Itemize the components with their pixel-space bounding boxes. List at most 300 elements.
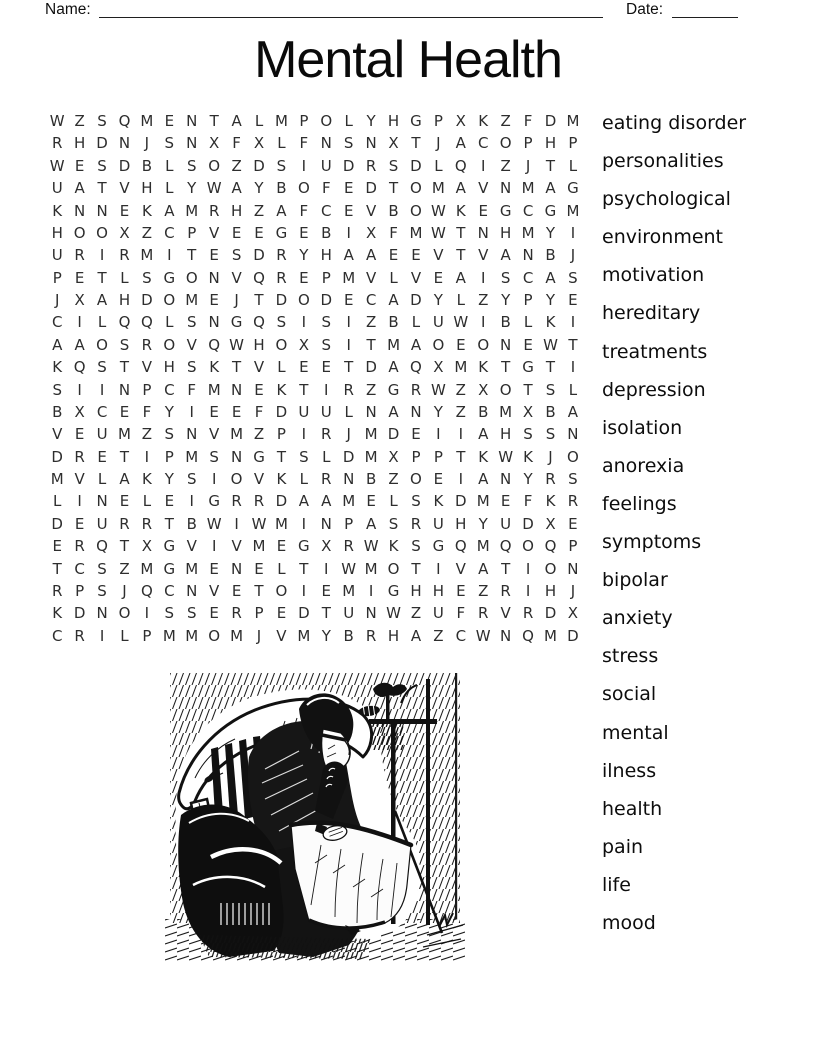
grid-letter: I [77,313,82,332]
grid-letter: E [568,291,578,309]
grid-letter: R [276,268,287,287]
grid-letter: N [74,201,86,220]
grid-letter: S [411,537,421,556]
grid-letter: M [274,514,288,533]
word-list-item: environment [602,226,724,249]
grid-letter: O [499,134,512,153]
word-list-item: treatments [602,340,708,363]
date-label: Date: [626,1,664,18]
grid-letter: R [343,537,354,556]
grid-letter: F [456,604,466,623]
grid-letter: N [208,313,220,332]
grid-letter: H [141,179,153,198]
grid-row [46,446,584,468]
grid-letter: J [525,156,531,175]
grid-letter: V [365,201,377,220]
word-list-item: mental [602,721,669,744]
grid-letter: M [364,425,378,444]
grid-letter: D [253,246,265,265]
grid-letter: N [96,604,108,623]
grid-letter: I [99,626,105,645]
grid-letter: W [498,447,514,466]
grid-letter: T [411,559,421,578]
grid-letter: P [299,112,309,130]
grid-letter: E [164,492,175,511]
grid-letter: Z [253,201,265,220]
grid-letter: D [342,156,355,175]
grid-letter: O [477,335,490,354]
grid-letter: K [209,358,220,377]
grid-letter: V [410,268,422,287]
grid-letter: I [301,581,307,600]
grid-letter: M [476,537,490,556]
grid-letter: L [120,268,129,287]
grid-letter: N [320,134,332,153]
grid-letter: O [96,223,108,242]
grid-row [46,602,584,624]
grid-letter: T [456,447,466,466]
grid-letter: P [142,380,152,399]
grid-letter: M [252,537,266,556]
grid-letter: U [96,425,108,444]
grid-letter: B [276,179,287,198]
grid-letter: E [74,514,85,533]
grid-letter: A [365,246,377,265]
grid-letter: X [141,537,153,556]
grid-letter: S [321,335,332,354]
grid-letter: F [523,112,533,130]
grid-letter: C [51,626,63,645]
word-list-item: anorexia [602,454,685,477]
grid-letter: L [411,313,421,332]
grid-letter: U [343,604,355,623]
grid-letter: O [410,201,422,220]
grid-letter: X [433,358,444,377]
grid-letter: M [342,268,356,287]
grid-letter: Z [478,291,489,309]
grid-letter: C [321,201,332,220]
grid-letter: I [346,223,351,242]
melancholy-engraving-illustration [165,673,465,965]
grid-letter: W [206,514,222,533]
grid-row [46,468,584,490]
word-list-item: isolation [602,416,683,439]
grid-letter: U [432,514,444,533]
grid-letter: Q [73,358,86,377]
grid-letter: E [119,492,130,511]
grid-letter: B [141,156,153,175]
grid-letter: K [141,201,152,220]
grid-letter: M [207,380,221,399]
grid-letter: N [186,425,198,444]
grid-letter: Y [366,112,376,130]
grid-letter: F [232,134,241,153]
grid-letter: I [324,380,329,399]
grid-letter: T [411,134,421,153]
grid-letter: E [254,559,264,578]
grid-letter: J [548,447,553,466]
grid-letter: W [49,156,65,175]
grid-letter: P [344,514,354,533]
grid-row [46,222,584,244]
grid-row [46,580,584,602]
grid-letter: L [299,470,309,488]
grid-letter: U [432,604,444,623]
grid-letter: O [275,581,288,600]
grid-letter: K [388,537,399,556]
grid-letter: I [301,425,307,444]
grid-letter: R [365,626,377,645]
grid-letter: A [545,268,556,287]
grid-letter: I [167,246,172,265]
grid-letter: L [97,313,107,332]
grid-letter: O [320,112,333,130]
grid-letter: S [411,492,421,511]
grid-letter: H [387,112,400,130]
grid-letter: D [320,291,333,309]
grid-letter: V [478,179,489,198]
grid-letter: T [344,358,354,377]
grid-letter: E [231,402,242,421]
grid-letter: Z [500,156,511,175]
grid-letter: T [254,581,264,600]
grid-letter: G [298,537,310,556]
grid-letter: B [321,223,332,242]
grid-letter: M [140,246,154,265]
grid-row [46,513,584,535]
grid-letter: N [522,246,534,265]
grid-letter: V [231,268,242,287]
grid-letter: S [52,380,62,399]
grid-letter: O [185,268,198,287]
grid-letter: M [364,559,378,578]
grid-letter: J [570,581,576,600]
grid-letter: E [74,268,85,287]
grid-letter: I [570,223,576,242]
grid-letter: Q [140,581,153,600]
grid-letter: M [230,425,244,444]
grid-letter: Q [253,268,265,287]
grid-letter: N [186,581,198,600]
grid-letter: M [342,492,356,511]
grid-letter: E [97,447,107,466]
grid-letter: M [342,581,356,600]
grid-letter: E [433,470,444,488]
grid-letter: I [234,514,239,533]
grid-letter: L [568,156,578,175]
grid-letter: D [342,447,355,466]
page-title: Mental Health [254,31,562,89]
grid-letter: R [51,134,63,153]
grid-letter: T [366,335,376,354]
grid-letter: Y [478,514,488,533]
grid-letter: E [343,201,354,220]
grid-letter: A [74,335,85,354]
grid-letter: D [141,291,153,309]
grid-letter: Y [433,402,443,421]
grid-letter: L [434,156,443,175]
word-list-item: personalities [602,150,724,173]
grid-letter: N [343,470,355,488]
grid-letter: R [141,335,153,354]
grid-letter: S [388,156,399,175]
grid-letter: N [410,402,422,421]
grid-letter: F [523,492,533,511]
grid-letter: T [501,559,511,578]
grid-letter: Y [321,626,331,645]
grid-letter: O [567,447,579,466]
grid-letter: E [164,112,175,130]
grid-letter: S [523,425,533,444]
date-fill-line [672,17,738,18]
grid-letter: E [254,223,264,242]
grid-letter: O [387,559,400,578]
grid-letter: T [164,514,174,533]
grid-letter: B [500,313,511,332]
grid-row [46,379,584,401]
grid-letter: N [230,559,243,578]
grid-row [46,244,584,266]
grid-letter: R [276,246,287,265]
grid-letter: S [186,470,197,488]
grid-letter: U [96,514,108,533]
grid-letter: O [522,537,534,556]
grid-letter: W [430,380,446,399]
grid-letter: V [231,537,242,556]
grid-letter: Z [365,313,377,332]
grid-letter: Z [253,425,265,444]
grid-letter: E [456,581,466,600]
grid-letter: M [566,112,580,130]
grid-letter: M [476,492,490,511]
grid-letter: E [321,581,332,600]
grid-letter: T [545,156,556,175]
grid-letter: M [185,201,199,220]
grid-letter: W [229,335,244,354]
grid-letter: Z [231,156,242,175]
grid-letter: P [142,626,152,645]
grid-letter: V [500,604,511,623]
grid-letter: N [118,380,131,399]
grid-letter: E [231,223,242,242]
grid-letter: I [525,581,531,600]
grid-letter: S [186,604,197,623]
grid-letter: R [51,581,63,600]
grid-letter: L [389,492,398,511]
grid-letter: C [74,559,85,578]
grid-letter: L [344,112,353,130]
grid-letter: H [253,335,265,354]
grid-letter: I [99,246,105,265]
grid-letter: M [431,179,445,198]
grid-letter: R [141,514,153,533]
grid-letter: C [164,581,175,600]
grid-letter: G [253,447,265,466]
grid-letter: O [432,335,445,354]
grid-letter: S [545,425,556,444]
grid-row [46,558,584,580]
grid-letter: B [52,402,63,421]
grid-letter: R [208,201,220,220]
grid-letter: I [301,156,307,175]
grid-letter: P [75,581,85,600]
word-list-item: motivation [602,264,705,287]
grid-letter: A [545,179,556,198]
grid-letter: W [251,514,267,533]
grid-letter: I [77,380,82,399]
grid-letter: A [567,402,579,421]
grid-letter: E [456,335,466,354]
grid-row [46,535,584,557]
grid-letter: C [477,134,489,153]
grid-letter: D [51,514,63,533]
grid-letter: R [253,492,265,511]
grid-letter: K [478,112,489,130]
grid-letter: G [432,537,445,556]
grid-letter: I [458,425,464,444]
grid-letter: L [120,626,129,645]
grid-letter: Z [119,559,130,578]
grid-letter: C [164,223,175,242]
grid-letter: V [74,470,85,488]
grid-letter: P [254,604,264,623]
grid-letter: M [140,112,154,130]
word-list-item: mood [602,911,656,934]
word-list-item: eating disorder [602,112,747,134]
grid-letter: T [119,537,130,556]
grid-letter: D [365,358,377,377]
grid-letter: A [164,201,175,220]
grid-letter: N [96,492,108,511]
grid-letter: Z [455,380,466,399]
grid-letter: D [410,291,422,309]
grid-letter: O [163,291,176,309]
word-list-item: depression [602,378,706,401]
grid-letter: S [97,559,107,578]
grid-letter: O [73,223,86,242]
grid-letter: Z [388,470,399,488]
grid-letter: L [523,313,533,332]
grid-letter: T [568,335,578,354]
grid-letter: N [500,179,512,198]
grid-letter: P [568,537,578,556]
grid-letter: E [209,604,219,623]
grid-letter: D [544,604,557,623]
grid-letter: D [387,425,400,444]
grid-letter: I [525,559,531,578]
grid-letter: Q [522,626,534,645]
grid-letter: X [298,335,309,354]
grid-letter: L [142,492,152,511]
grid-row [46,267,584,289]
grid-letter: T [97,268,107,287]
grid-letter: I [346,335,351,354]
grid-letter: T [119,447,130,466]
grid-letter: N [500,470,512,488]
grid-row [46,423,584,445]
grid-letter: K [276,380,287,399]
grid-letter: Y [187,179,197,198]
grid-letter: I [211,470,217,488]
grid-letter: Q [118,313,131,332]
engraving-svg [165,673,465,965]
grid-letter: X [119,223,130,242]
grid-letter: M [297,626,311,645]
grid-letter: J [234,291,239,309]
grid-letter: A [74,179,85,198]
grid-letter: Q [208,335,221,354]
grid-letter: R [545,470,556,488]
grid-letter: O [208,156,221,175]
grid-letter: G [163,537,176,556]
grid-letter: M [566,201,580,220]
grid-letter: T [523,380,533,399]
grid-letter: Z [141,425,153,444]
grid-letter: F [299,134,309,153]
grid-letter: O [208,626,221,645]
grid-letter: N [96,201,108,220]
grid-letter: P [433,447,443,466]
grid-letter: T [276,447,287,466]
grid-letter: X [522,402,534,421]
grid-letter: P [523,291,533,309]
grid-letter: G [567,179,579,198]
grid-letter: R [500,581,511,600]
grid-letter: R [321,425,332,444]
grid-letter: N [230,380,243,399]
grid-letter: G [544,201,557,220]
grid-letter: Q [499,537,512,556]
grid-letter: H [73,134,86,153]
grid-letter: T [545,358,556,377]
grid-letter: C [51,313,63,332]
grid-letter: S [186,313,197,332]
grid-letter: M [230,626,244,645]
grid-letter: S [209,447,219,466]
grid-letter: J [54,291,60,309]
grid-letter: J [436,134,441,153]
grid-letter: H [51,223,63,242]
grid-letter: E [500,492,511,511]
grid-letter: I [570,358,576,377]
grid-letter: E [74,156,85,175]
grid-letter: D [275,291,288,309]
grid-letter: N [365,402,377,421]
grid-letter: Q [454,537,467,556]
grid-letter: D [51,447,63,466]
grid-letter: G [387,581,400,600]
grid-letter: G [163,559,176,578]
grid-letter: Y [545,223,556,242]
grid-letter: Y [523,470,533,488]
grid-letter: O [230,470,243,488]
word-list-item: psychological [602,188,731,211]
grid-letter: H [387,626,400,645]
grid-letter: D [73,604,86,623]
grid-letter: U [432,313,444,332]
grid-letter: R [119,514,130,533]
grid-letter: E [276,604,287,623]
grid-letter: Q [96,537,108,556]
grid-letter: V [141,358,153,377]
grid-letter: H [230,201,243,220]
grid-row [46,110,584,132]
grid-letter: Q [253,313,265,332]
grid-letter: W [49,112,65,130]
grid-letter: G [208,492,220,511]
grid-letter: E [478,201,488,220]
grid-letter: S [164,425,175,444]
